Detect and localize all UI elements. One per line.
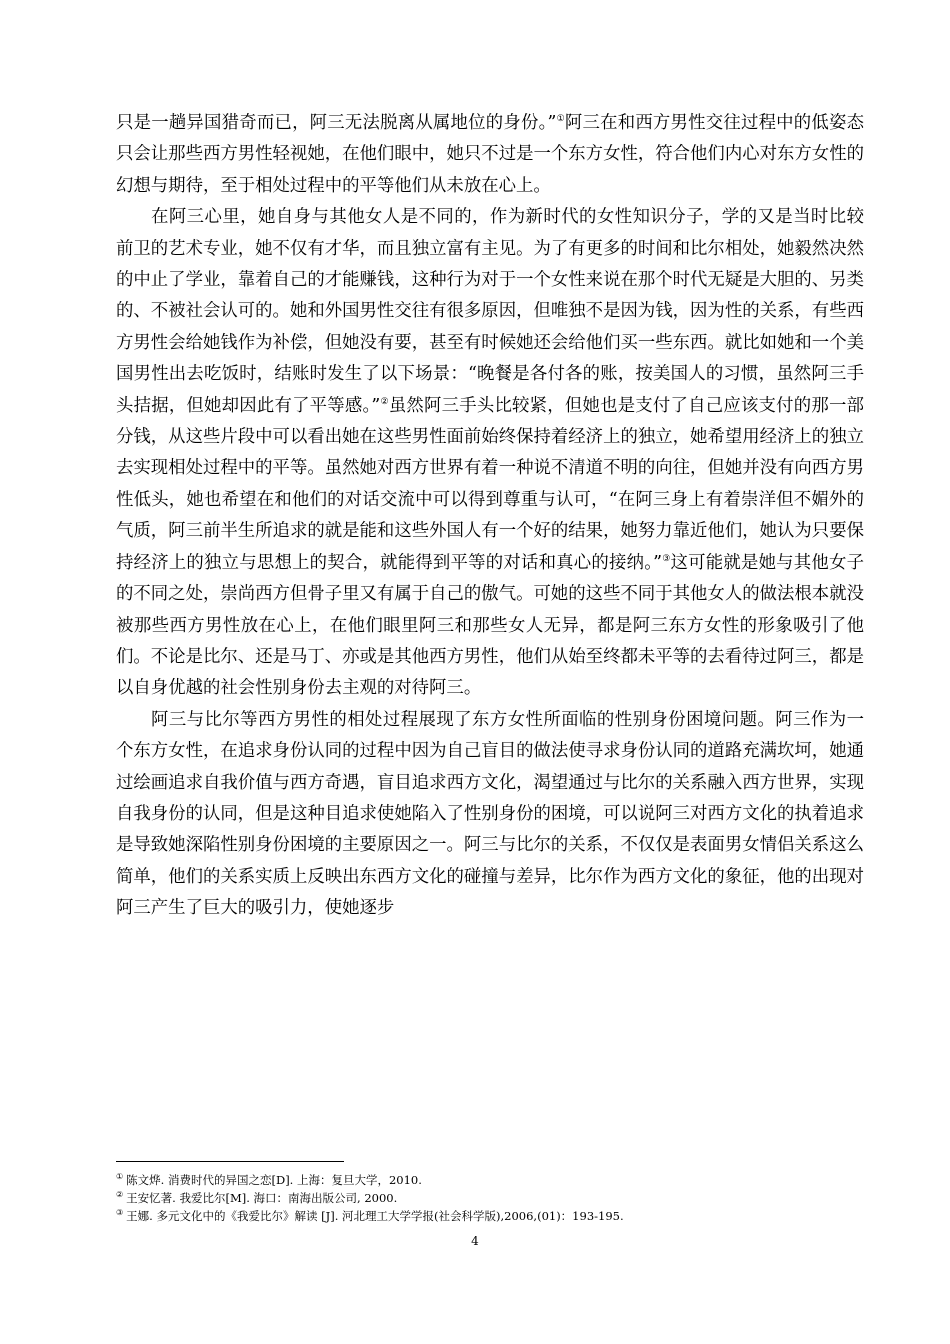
paragraph-2 [116, 202, 864, 705]
footnote-separator [116, 1161, 344, 1162]
footnote-text-3: 王娜. 多元文化中的《我爱比尔》解读 [J]. 河北理工大学学报(社会科学版),2006,(01)：193-195. [126, 1209, 624, 1223]
paragraph-2-text-b: 虽然阿三手头比较紧，但她也是支付了自己应该支付的那一部分钱，从这些片段中可以看出她在这些男性面前始终保持着经济上的独立，她希望用经济上的独立去实现相处过程中的平等。虽然她对西方世界有着一种说不清道不明的向往，但她并没有向西方男性低头，她也希望在和他们的对话交流中可以得到尊重与认可，“在阿三身上有着崇洋但不媚外的气质，阿三前半生所追求的就是能和这些外国人有一个好的结果，她努力靠近他们，她认为只要保持经济上的独立与思想上的契合，就能得到平等的对话和真心的接纳。” [116, 395, 864, 573]
paragraph-1 [116, 108, 864, 202]
footnote-1 [116, 1171, 876, 1189]
page-number: 4 [471, 1234, 479, 1248]
footnote-text-2: 王安忆著. 我爱比尔[M]. 海口：南海出版公司, 2000. [126, 1191, 398, 1205]
main-text [116, 108, 864, 925]
footnote-ref-1: ① [556, 114, 565, 125]
footnote-mark-3: ③ [116, 1208, 124, 1218]
paragraph-1-text-a: 只是一趟异国猎奇而已，阿三无法脱离从属地位的身份。” [116, 113, 557, 133]
footnote-2 [116, 1189, 876, 1207]
footnote-mark-2: ② [116, 1190, 124, 1200]
paragraph-1-text-b: 阿三在和西方男性交往过程中的低姿态只会让那些西方男性轻视她，在他们眼中，她只不过是一个东方女性，符合他们内心对东方女性的幻想与期待，至于相处过程中的平等他们从未放在心上。 [116, 113, 864, 196]
footnote-ref-3: ③ [662, 553, 671, 564]
footnote-3 [116, 1207, 876, 1225]
footnote-ref-2: ② [380, 396, 389, 407]
footnote-text-1: 陈文烨. 消费时代的异国之恋[D]. 上海：复旦大学，2010. [126, 1173, 422, 1187]
paragraph-3: 阿三与比尔等西方男性的相处过程展现了东方女性所面临的性别身份困境问题。阿三作为一个东方女性，在追求身份认同的过程中因为自己盲目的做法使寻求身份认同的道路充满坎坷，她通过绘画追求自我价值与西方奇遇，盲目追求西方文化，渴望通过与比尔的关系融入西方世界，实现自我身份的认同，但是这种目追求使她陷入了性别身份的困境，可以说阿三对西方文化的执着追求是导致她深陷性别身份困境的主要原因之一。阿三与比尔的关系，不仅仅是表面男女情侣关系这么简单，他们的关系实质上反映出东西方文化的碰撞与差异，比尔作为西方文化的象征，他的出现对阿三产生了巨大的吸引力，使她逐步 [116, 709, 864, 919]
footnotes [116, 1171, 876, 1225]
paragraph-2-text-a: 在阿三心里，她自身与其他女人是不同的，作为新时代的女性知识分子，学的又是当时比较前卫的艺术专业，她不仅有才华，而且独立富有主见。为了有更多的时间和比尔相处，她毅然决然的中止了学业，靠着自己的才能赚钱，这种行为对于一个女性来说在那个时代无疑是大胆的、另类的、不被社会认可的。她和外国男性交往有很多原因，但唯独不是因为钱，因为性的关系，有些西方男性会给她钱作为补偿，但她没有要，甚至有时候她还会给他们买一些东西。就比如她和一个美国男性出去吃饭时，结账时发生了以下场景：“晚餐是各付各的账，按美国人的习惯，虽然阿三手头拮据，但她却因此有了平等感。” [116, 207, 864, 416]
footnote-mark-1: ① [116, 1172, 124, 1182]
paragraph-2-text-c: 这可能就是她与其他女子的不同之处，崇尚西方但骨子里又有属于自己的傲气。可她的这些不同于其他女人的做法根本就没被那些西方男性放在心上，在他们眼里阿三和那些女人无异，都是阿三东方女性的形象吸引了他们。不论是比尔、还是马丁、亦或是其他西方男性，他们从始至终都未平等的去看待过阿三，都是以自身优越的社会性别身份去主观的对待阿三。 [116, 552, 864, 699]
